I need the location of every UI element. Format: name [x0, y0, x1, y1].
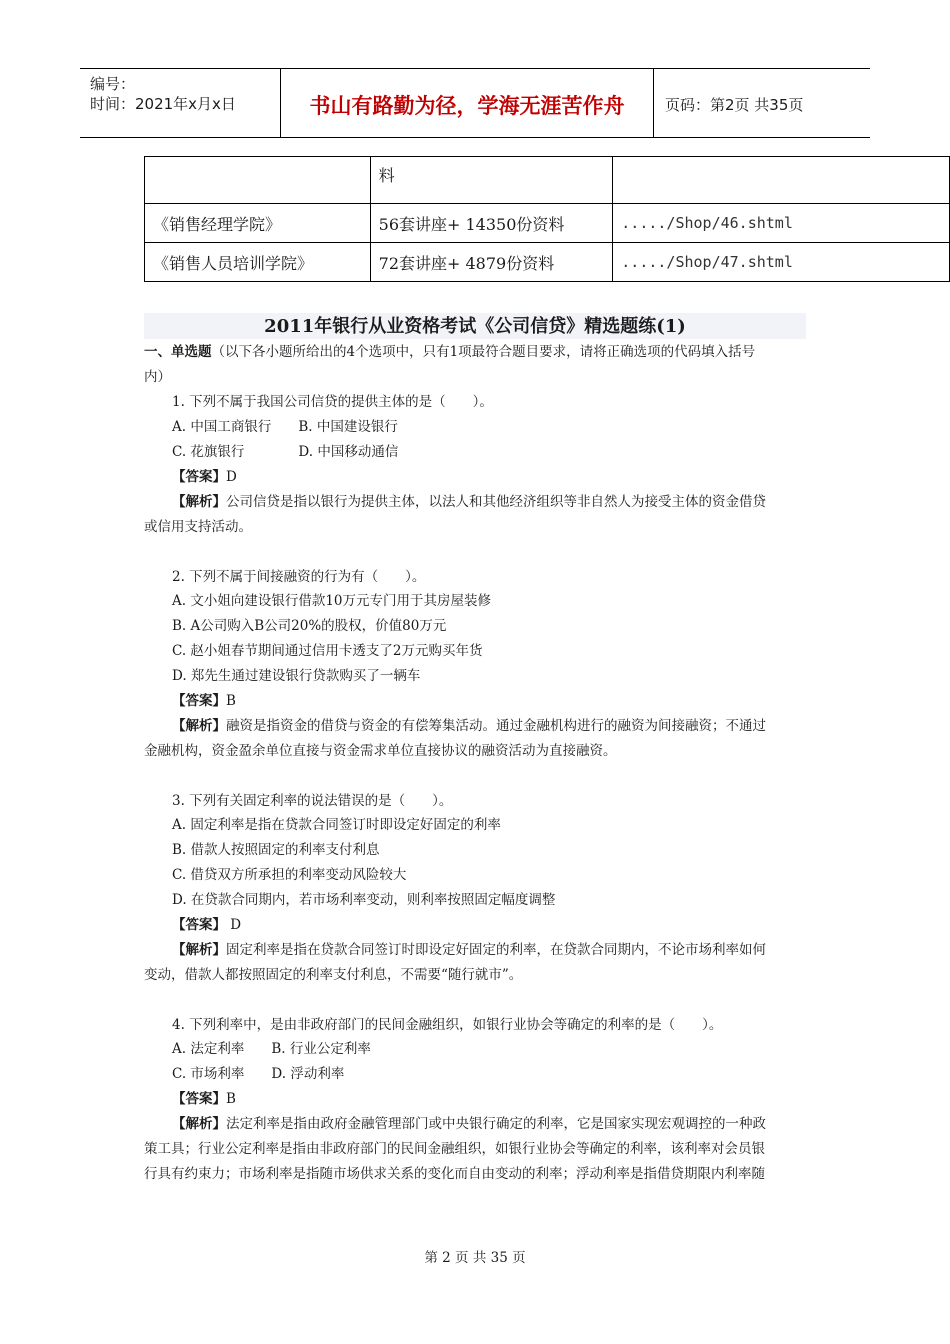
question-stem: 2. 下列不属于间接融资的行为有（ ）。: [172, 569, 426, 585]
table-cell-name: 《销售人员培训学院》: [145, 243, 371, 282]
answer-line: [172, 1087, 836, 1112]
table-row: [145, 204, 950, 243]
question-option: C. 借贷双方所承担的利率变动风险较大: [172, 867, 407, 883]
answer-line: [172, 689, 836, 714]
resource-table: [144, 156, 950, 282]
question-option: B. 借款人按照固定的利率支付利息: [172, 842, 380, 858]
analysis-text: 固定利率是指在贷款合同签订时即设定好固定的利率，在贷款合同期内，不论市场利率如何: [226, 942, 766, 958]
table-cell-link[interactable]: ...../Shop/47.shtml: [613, 243, 950, 282]
question-stem: 1. 下列不属于我国公司信贷的提供主体的是（ ）。: [172, 394, 493, 410]
page-footer: 第 2 页 共 35 页: [424, 1250, 526, 1266]
question-option: C. 市场利率 D. 浮动利率: [172, 1066, 345, 1082]
question-option: A. 固定利率是指在贷款合同签订时即设定好固定的利率: [172, 817, 501, 833]
question-option: B. A公司购入B公司20%的股权，价值80万元: [172, 618, 447, 634]
answer-value: D: [226, 469, 237, 485]
section-instruction-cont: 内）: [144, 369, 171, 385]
question-stem: 4. 下列利率中，是由非政府部门的民间金融组织，如银行业协会等确定的利率的是（ ）。: [172, 1017, 723, 1033]
number-label: 编号：: [90, 75, 136, 93]
table-cell-link[interactable]: [613, 157, 950, 204]
analysis-line: [172, 1112, 836, 1137]
table-row: [145, 157, 950, 204]
answer-label: 【答案】: [172, 1091, 226, 1107]
analysis-text: 公司信贷是指以银行为提供主体，以法人和其他经济组织等非自然人为接受主体的资金借贷: [226, 494, 766, 510]
table-cell-desc: 料: [370, 157, 613, 204]
question-option: A. 法定利率 B. 行业公定利率: [172, 1041, 371, 1057]
page-header: [80, 68, 870, 138]
question-option: D. 在贷款合同期内，若市场利率变动，则利率按照固定幅度调整: [172, 892, 556, 908]
analysis-text: 法定利率是指由政府金融管理部门或中央银行确定的利率，它是国家实现宏观调控的一种政: [226, 1116, 766, 1132]
table-cell-desc: 72套讲座+ 4879份资料: [370, 243, 613, 282]
section-instruction: （以下各小题所给出的4个选项中，只有1项最符合题目要求，请将正确选项的代码填入括号: [211, 344, 756, 360]
analysis-line: [172, 714, 836, 739]
answer-label: 【答案】: [172, 469, 226, 485]
analysis-text: 融资是指资金的借贷与资金的有偿筹集活动。通过金融机构进行的融资为间接融资；不通过: [226, 718, 766, 734]
answer-value: B: [226, 693, 236, 709]
answer-line: [172, 913, 836, 938]
analysis-line: [172, 490, 836, 515]
analysis-label: 【解析】: [172, 942, 226, 958]
document-title: 2011年银行从业资格考试《公司信贷》精选题练(1): [144, 313, 806, 339]
analysis-label: 【解析】: [172, 494, 226, 510]
analysis-label: 【解析】: [172, 718, 226, 734]
answer-value: D: [226, 917, 242, 933]
table-cell-link[interactable]: ...../Shop/46.shtml: [613, 204, 950, 243]
analysis-text: 变动，借款人都按照固定的利率支付利息，不需要“随行就市”。: [144, 967, 523, 983]
header-meta: [80, 69, 281, 137]
question-option: A. 中国工商银行 B. 中国建设银行: [172, 419, 398, 435]
table-row: [145, 243, 950, 282]
time-label: 时间：2021年x月x日: [90, 95, 236, 113]
question-stem: 3. 下列有关固定利率的说法错误的是（ ）。: [172, 793, 453, 809]
table-cell-name: 《销售经理学院》: [145, 204, 371, 243]
answer-label: 【答案】: [172, 693, 226, 709]
answer-value: B: [226, 1091, 236, 1107]
header-motto: 书山有路勤为径，学海无涯苦作舟: [281, 69, 654, 137]
table-cell-name: [145, 157, 371, 204]
section-header: [144, 340, 808, 365]
section-label: 一、单选题: [144, 344, 212, 360]
question-option: C. 赵小姐春节期间通过信用卡透支了2万元购买年货: [172, 643, 483, 659]
analysis-line: [172, 938, 836, 963]
answer-line: [172, 465, 836, 490]
analysis-text: 策工具；行业公定利率是指由非政府部门的民间金融组织，如银行业协会等确定的利率，该利率对会员银: [144, 1141, 765, 1157]
answer-label: 【答案】: [172, 917, 226, 933]
table-cell-desc: 56套讲座+ 14350份资料: [370, 204, 613, 243]
analysis-text: 行具有约束力；市场利率是指随市场供求关系的变化而自由变动的利率；浮动利率是指借贷期限内利率随: [144, 1166, 765, 1182]
question-option: C. 花旗银行 D. 中国移动通信: [172, 444, 399, 460]
question-option: A. 文小姐向建设银行借款10万元专门用于其房屋装修: [172, 593, 492, 609]
analysis-label: 【解析】: [172, 1116, 226, 1132]
analysis-text: 或信用支持活动。: [144, 519, 252, 535]
analysis-text: 金融机构，资金盈余单位直接与资金需求单位直接协议的融资活动为直接融资。: [144, 743, 617, 759]
question-option: D. 郑先生通过建设银行贷款购买了一辆车: [172, 668, 421, 684]
header-page-info: 页码：第2页 共35页: [665, 95, 804, 114]
